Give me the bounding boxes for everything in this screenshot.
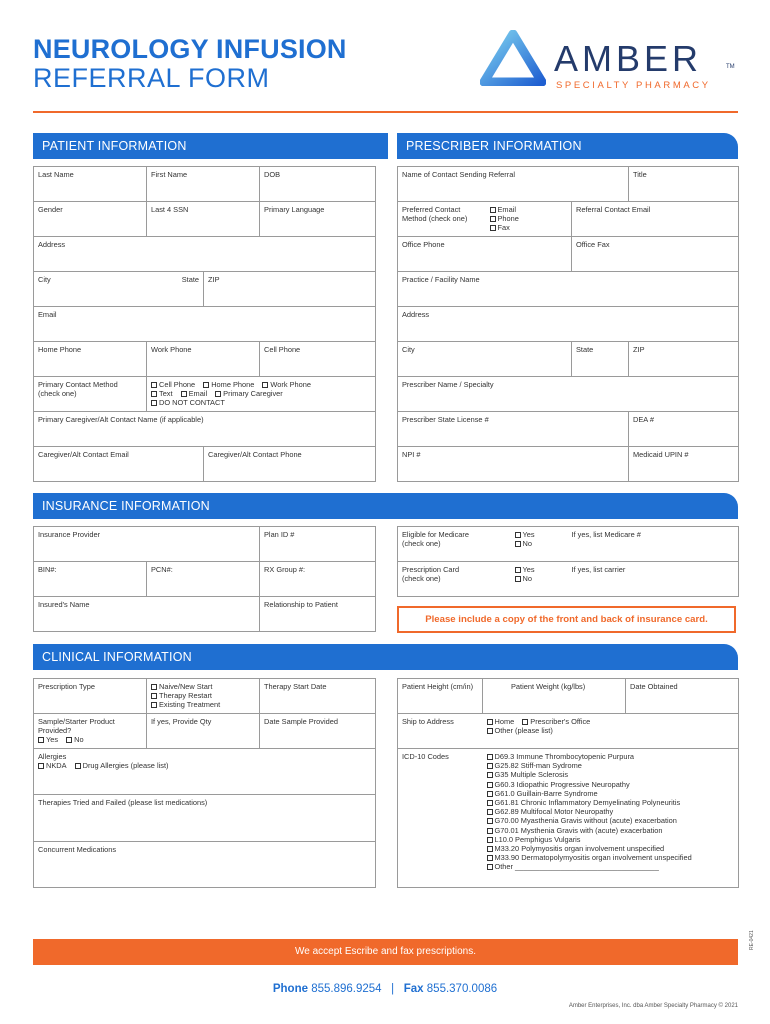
amber-logo [480,30,740,100]
patient-info-heading: PATIENT INFORMATION [33,133,388,159]
checkbox-icon[interactable] [487,828,493,834]
rx-type-label: Prescription Type [38,682,95,691]
language-field[interactable] [260,202,376,237]
prescriber-zip-label: ZIP [633,345,645,354]
patient-zip-label: ZIP [208,275,220,284]
contact-title-field[interactable] [629,167,739,202]
ship-to-label-cell [398,714,483,749]
drug-allergies-option[interactable]: Drug Allergies (please list) [75,761,169,770]
height-field[interactable] [398,679,483,714]
rx-card-options [511,562,568,597]
medicare-yes-option[interactable]: Yes [515,530,564,539]
checkbox-icon[interactable] [151,684,157,690]
sample-q-line1: Sample/Starter Product [38,717,115,726]
prescriber-city-field[interactable] [398,342,572,377]
pref-contact-label-cell [398,202,486,237]
fax-label: Fax [403,983,424,995]
pc-work-option[interactable]: Work Phone [262,380,311,389]
relationship-field[interactable] [260,597,376,632]
pref-email-option[interactable]: Email [490,205,568,214]
icd-option[interactable]: G70.00 Myasthenia Gravis without (acute) exacerbation [487,816,735,825]
sample-qty-field[interactable] [147,714,260,749]
first-name-field[interactable] [147,167,260,202]
date-obtained-label: Date Obtained [630,682,678,691]
checkbox-icon[interactable] [487,837,493,843]
sample-yes-option[interactable]: Yes [38,735,58,744]
cell-phone-label: Cell Phone [264,345,301,354]
height-label: Patient Height (cm/in) [402,682,474,691]
medicaid-label: Medicaid UPIN # [633,450,689,459]
home-phone-label: Home Phone [38,345,82,354]
form-subtitle: REFERRAL FORM [33,63,270,93]
practice-name-field[interactable] [398,272,739,307]
icd-option[interactable]: M33.90 Dermatopolymyositis organ involvement unspecified [487,853,735,862]
patient-email-label: Email [38,310,57,319]
patient-address-label: Address [38,240,66,249]
prescriber-state-field[interactable] [572,342,629,377]
allergies-field[interactable] [34,749,376,795]
contact-separator: | [391,983,395,995]
ship-to-options [483,714,739,749]
sample-qty-label: If yes, Provide Qty [151,717,212,726]
patient-city-label: City [38,275,51,284]
checkbox-icon[interactable] [515,567,521,573]
ship-to-label: Ship to Address [402,717,454,726]
prescriber-address-label: Address [402,310,430,319]
caregiver-email-label: Caregiver/Alt Contact Email [38,450,129,459]
carrier-field[interactable] [568,562,739,597]
office-fax-label: Office Fax [576,240,610,249]
checkbox-icon[interactable] [487,809,493,815]
gender-field[interactable] [34,202,147,237]
checkbox-icon[interactable] [151,400,157,406]
relationship-label: Relationship to Patient [264,600,338,609]
last4-ssn-label: Last 4 SSN [151,205,189,214]
checkbox-icon[interactable] [487,846,493,852]
checkbox-icon[interactable] [262,382,268,388]
icd-code-list [483,749,739,888]
icd-label-cell [398,749,483,888]
pref-contact-options [486,202,572,237]
checkbox-icon[interactable] [151,391,157,397]
copyright-text: Amber Enterprises, Inc. dba Amber Specialty Pharmacy © 2021 [568,1003,738,1009]
prescriber-name-field[interactable] [398,377,739,412]
fax-number[interactable]: 855.370.0086 [426,983,498,995]
pcn-field[interactable] [147,562,260,597]
sample-q-line2: Provided? [38,726,72,736]
checkbox-icon[interactable] [487,754,493,760]
contact-title-label: Title [633,170,647,179]
insured-name-label: Insured's Name [38,600,90,609]
checkbox-icon[interactable] [151,382,157,388]
sample-date-label: Date Sample Provided [264,717,338,726]
pcn-label: PCN#: [151,565,173,574]
gender-label: Gender [38,205,63,214]
license-field[interactable] [398,412,629,447]
icd-option[interactable]: G60.3 Idiopathic Progressive Neuropathy [487,780,735,789]
prescriber-address-field[interactable] [398,307,739,342]
checkbox-icon[interactable] [515,532,521,538]
insurance-left-table [33,526,376,632]
escribe-banner: We accept Escribe and fax prescriptions. [33,939,738,965]
weight-field[interactable] [483,679,626,714]
caregiver-phone-field[interactable] [204,447,376,482]
contact-line [0,983,770,995]
date-obtained-field[interactable] [626,679,739,714]
checkbox-icon[interactable] [66,737,72,743]
office-fax-field[interactable] [572,237,739,272]
checkbox-icon[interactable] [38,763,44,769]
patient-info-table [33,166,376,482]
brand-trademark: TM [726,64,735,70]
patient-zip-field[interactable] [204,272,376,307]
checkbox-icon[interactable] [487,864,493,870]
plan-id-label: Plan ID # [264,530,295,539]
pref-contact-check-one: Method (check one) [402,214,468,224]
nkda-option[interactable]: NKDA [38,761,67,770]
prescriber-name-label: Prescriber Name / Specialty [402,380,494,389]
icd-option[interactable]: G70.01 Mysthenia Gravis with (acute) exacerbation [487,826,735,835]
primary-contact-label: Primary Contact Method [38,380,118,389]
contact-name-field[interactable] [398,167,629,202]
icd-option[interactable]: D69.3 Immune Thrombocytopenic Purpura [487,752,735,761]
icd-option[interactable]: L10.0 Pemphigus Vulgaris [487,835,735,844]
icd-option[interactable]: G62.89 Multifocal Motor Neuropathy [487,807,735,816]
last-name-label: Last Name [38,170,74,179]
insurance-provider-label: Insurance Provider [38,530,101,539]
form-code: RE-0421 [749,930,755,950]
medicare-options [511,527,568,562]
sample-provided-cell [34,714,147,749]
rx-type-options [147,679,260,714]
npi-label: NPI # [402,450,421,459]
pc-text-option[interactable]: Text [151,389,173,398]
insurance-right-table [397,526,739,597]
prescriber-info-table [397,166,739,482]
weight-label: Patient Weight (kg/lbs) [511,682,586,691]
existing-option[interactable]: Existing Treatment [151,700,255,709]
pc-dnc-option[interactable]: DO NOT CONTACT [151,398,225,407]
office-phone-label: Office Phone [402,240,445,249]
medicare-label-cell [398,527,511,562]
phone-number[interactable]: 855.896.9254 [311,983,382,995]
caregiver-phone-label: Caregiver/Alt Contact Phone [208,450,302,459]
clinical-left-table [33,678,376,888]
form-title: NEUROLOGY INFUSION [33,34,347,64]
cell-phone-field[interactable] [260,342,376,377]
primary-contact-options [147,377,376,412]
medicare-no-option[interactable]: No [515,539,564,548]
checkbox-icon[interactable] [487,818,493,824]
checkbox-icon[interactable] [515,576,521,582]
rx-group-field[interactable] [260,562,376,597]
dob-label: DOB [264,170,281,179]
icd-option[interactable]: G35 Multiple Sclerosis [487,770,735,779]
dea-field[interactable] [629,412,739,447]
checkbox-icon[interactable] [490,225,496,231]
primary-contact-label-cell [34,377,147,412]
plan-id-field[interactable] [260,527,376,562]
office-phone-field[interactable] [398,237,572,272]
rx-group-label: RX Group #: [264,565,306,574]
checkbox-icon[interactable] [490,207,496,213]
pc-cell-option[interactable]: Cell Phone [151,380,195,389]
pref-contact-label: Preferred Contact [402,205,461,214]
patient-address-field[interactable] [34,237,376,272]
icd-option[interactable]: M33.20 Polymyositis organ involvement unspecified [487,844,735,853]
work-phone-field[interactable] [147,342,260,377]
rx-card-check-one: (check one) [402,574,441,584]
referral-email-label: Referral Contact Email [576,205,651,214]
medicare-number-field[interactable] [568,527,739,562]
primary-contact-check-one: (check one) [38,389,77,399]
rx-card-yes-option[interactable]: Yes [515,565,564,574]
icd-option[interactable]: G25.82 Stiff-man Sydrome [487,761,735,770]
prescriber-state-label: State [576,345,594,354]
practice-name-label: Practice / Facility Name [402,275,480,284]
restart-option[interactable]: Therapy Restart [151,691,255,700]
clinical-right-table [397,678,739,888]
npi-field[interactable] [398,447,629,482]
checkbox-icon[interactable] [487,728,493,734]
contact-name-label: Name of Contact Sending Referral [402,170,515,179]
patient-email-field[interactable] [34,307,376,342]
insurance-provider-field[interactable] [34,527,260,562]
referral-email-field[interactable] [572,202,739,237]
checkbox-icon[interactable] [75,763,81,769]
ship-home-option[interactable]: Home [487,717,515,726]
medicare-number-label: If yes, list Medicare # [571,530,641,539]
pref-phone-option[interactable]: Phone [490,214,568,223]
bin-field[interactable] [34,562,147,597]
license-label: Prescriber State License # [402,415,489,424]
insurance-info-heading: INSURANCE INFORMATION [33,493,738,519]
sample-no-option[interactable]: No [66,735,83,744]
pref-fax-option[interactable]: Fax [490,223,568,232]
icd-label: ICD-10 Codes [402,752,449,761]
phone-label: Phone [272,983,308,995]
checkbox-icon[interactable] [215,391,221,397]
checkbox-icon[interactable] [487,791,493,797]
pc-home-option[interactable]: Home Phone [203,380,254,389]
insured-name-field[interactable] [34,597,260,632]
checkbox-icon[interactable] [203,382,209,388]
prescriber-city-label: City [402,345,415,354]
icd-option[interactable]: G61.0 Guillain-Barre Syndrome [487,789,735,798]
carrier-label: If yes, list carrier [571,565,626,574]
first-name-label: First Name [151,170,188,179]
ship-other-option[interactable]: Other (please list) [487,726,735,735]
checkbox-icon[interactable] [487,782,493,788]
bin-label: BIN#: [38,565,57,574]
concurrent-meds-field[interactable] [34,842,376,888]
rx-card-label-cell [398,562,511,597]
insurance-card-notice: Please include a copy of the front and back of insurance card. [397,606,736,633]
naive-option[interactable]: Naive/New Start [151,682,255,691]
pc-caregiver-option[interactable]: Primary Caregiver [215,389,283,398]
checkbox-icon[interactable] [151,702,157,708]
caregiver-name-label: Primary Caregiver/Alt Contact Name (if applicable) [38,415,204,424]
sample-date-field[interactable] [260,714,376,749]
checkbox-icon[interactable] [487,719,493,725]
last4-ssn-field[interactable] [147,202,260,237]
checkbox-icon[interactable] [487,855,493,861]
home-phone-field[interactable] [34,342,147,377]
ship-office-option[interactable]: Prescriber's Office [522,717,590,726]
start-date-field[interactable] [260,679,376,714]
amber-logo-mark-icon [480,30,546,86]
work-phone-label: Work Phone [151,345,192,354]
checkbox-icon[interactable] [151,693,157,699]
last-name-field[interactable] [34,167,147,202]
prescriber-zip-field[interactable] [629,342,739,377]
checkbox-icon[interactable] [487,772,493,778]
checkbox-icon[interactable] [522,719,528,725]
brand-name: AMBER [554,38,703,79]
rx-card-no-option[interactable]: No [515,574,564,583]
language-label: Primary Language [264,205,325,214]
medicaid-field[interactable] [629,447,739,482]
medicare-check-one: (check one) [402,539,441,549]
allergies-label: Allergies [38,752,67,761]
dea-label: DEA # [633,415,654,424]
caregiver-email-field[interactable] [34,447,204,482]
start-date-label: Therapy Start Date [264,682,327,691]
icd-other-option[interactable]: Other ___________________________________ [487,862,735,871]
icd-option[interactable]: G61.81 Chronic Inflammatory Demyelinating Polyneuritis [487,798,735,807]
pc-email-option[interactable]: Email [181,389,207,398]
clinical-info-heading: CLINICAL INFORMATION [33,644,738,670]
caregiver-name-field[interactable] [34,412,376,447]
checkbox-icon[interactable] [181,391,187,397]
rx-type-label-cell [34,679,147,714]
checkbox-icon[interactable] [487,763,493,769]
prescriber-info-heading: PRESCRIBER INFORMATION [397,133,738,159]
checkbox-icon[interactable] [490,216,496,222]
checkbox-icon[interactable] [38,737,44,743]
medicare-elig-label: Eligible for Medicare [402,530,469,539]
header-divider [33,111,738,113]
concurrent-meds-label: Concurrent Medications [38,845,117,854]
therapies-tried-label: Therapies Tried and Failed (please list medications) [38,798,208,807]
rx-card-label: Prescription Card [402,565,460,574]
checkbox-icon[interactable] [487,800,493,806]
checkbox-icon[interactable] [515,541,521,547]
therapies-tried-field[interactable] [34,795,376,842]
patient-state-label: State [181,275,199,284]
brand-subtitle: SPECIALTY PHARMACY [556,80,711,91]
dob-field[interactable] [260,167,376,202]
patient-city-field[interactable] [34,272,204,307]
